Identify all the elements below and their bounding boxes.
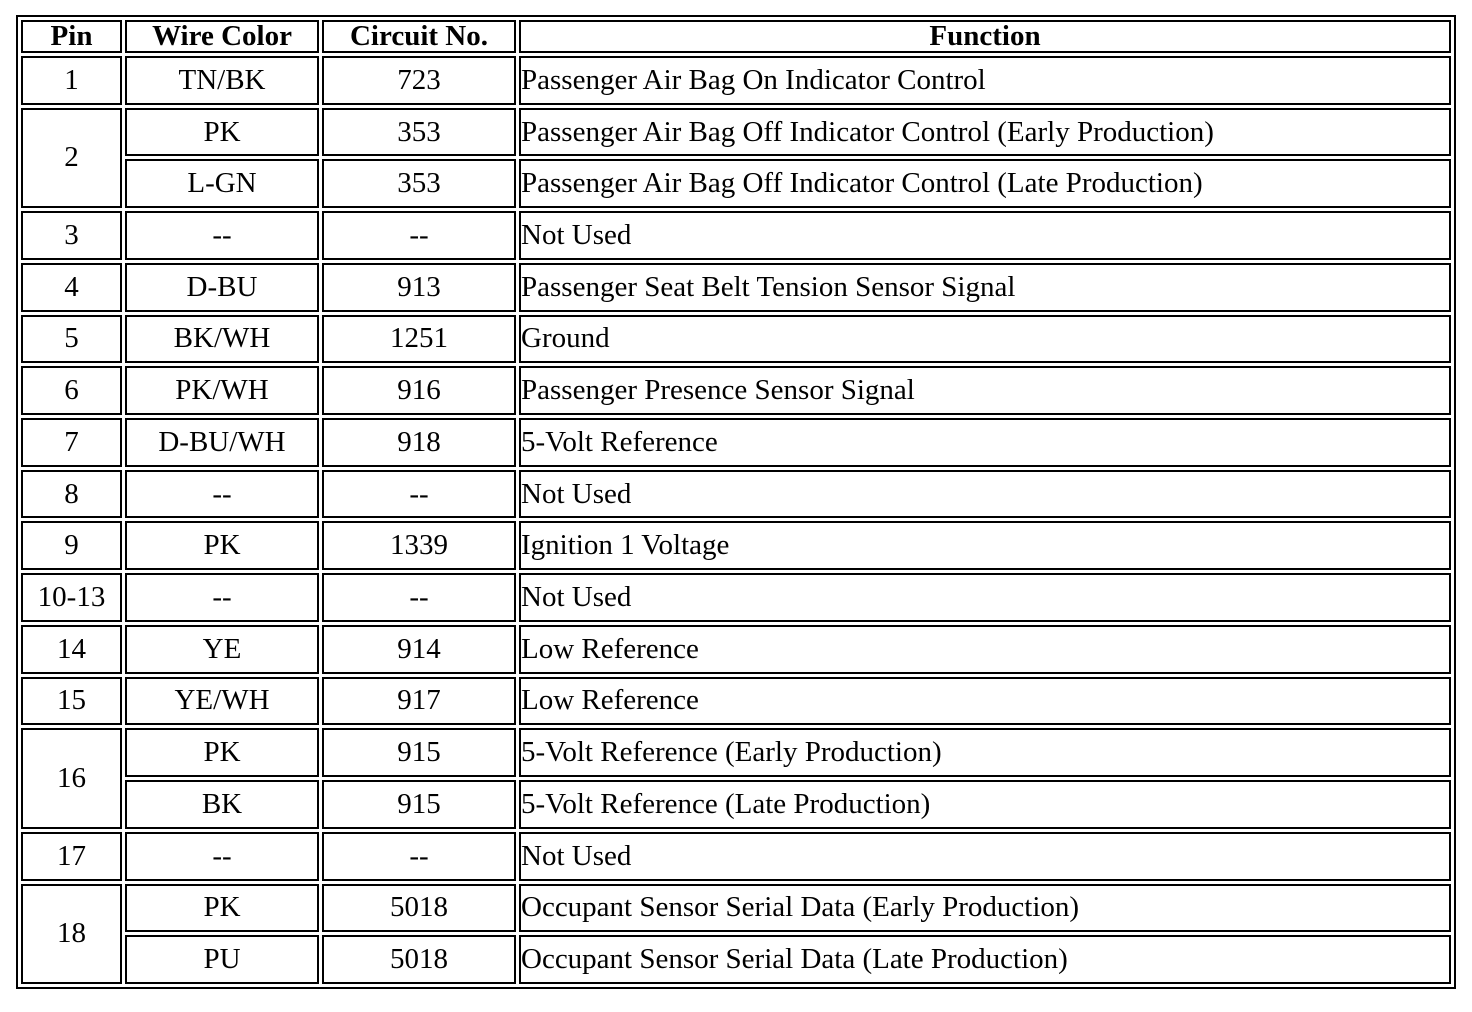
circuit-cell: 915 — [322, 780, 516, 829]
pin-cell: 9 — [21, 521, 122, 570]
table-row — [21, 677, 1451, 726]
table-row — [21, 521, 1451, 570]
table-row — [21, 108, 1451, 157]
pin-cell: 5 — [21, 315, 122, 364]
circuit-cell: 353 — [322, 159, 516, 208]
wire-color-cell: -- — [125, 211, 319, 260]
table-row — [21, 159, 1451, 208]
pin-cell: 7 — [21, 418, 122, 467]
pin-cell: 17 — [21, 832, 122, 881]
header-function: Function — [519, 20, 1451, 53]
wire-color-cell: PK — [125, 108, 319, 157]
function-cell: Ground — [519, 315, 1451, 364]
header-row — [21, 20, 1451, 53]
circuit-cell: 5018 — [322, 884, 516, 933]
function-cell: Passenger Presence Sensor Signal — [519, 366, 1451, 415]
function-cell: Not Used — [519, 573, 1451, 622]
circuit-cell: 353 — [322, 108, 516, 157]
connector-pinout-table — [18, 17, 1454, 987]
circuit-cell: -- — [322, 470, 516, 519]
circuit-cell: -- — [322, 832, 516, 881]
table-row — [21, 780, 1451, 829]
table-row — [21, 470, 1451, 519]
circuit-cell: -- — [322, 211, 516, 260]
wire-color-cell: YE — [125, 625, 319, 674]
function-cell: Low Reference — [519, 677, 1451, 726]
pin-cell: 6 — [21, 366, 122, 415]
table-row — [21, 625, 1451, 674]
function-cell: Passenger Seat Belt Tension Sensor Signal — [519, 263, 1451, 312]
function-cell: Passenger Air Bag Off Indicator Control (Late Production) — [519, 159, 1451, 208]
table-row — [21, 315, 1451, 364]
pin-cell: 10-13 — [21, 573, 122, 622]
pin-cell: 8 — [21, 470, 122, 519]
pin-cell: 2 — [21, 108, 122, 208]
function-cell: Passenger Air Bag Off Indicator Control (Early Production) — [519, 108, 1451, 157]
wire-color-cell: YE/WH — [125, 677, 319, 726]
pin-cell: 1 — [21, 56, 122, 105]
pin-cell: 14 — [21, 625, 122, 674]
wire-color-cell: PK — [125, 728, 319, 777]
wire-color-cell: L-GN — [125, 159, 319, 208]
wire-color-cell: -- — [125, 573, 319, 622]
table-row — [21, 935, 1451, 984]
wire-color-cell: -- — [125, 470, 319, 519]
header-circuit-no: Circuit No. — [322, 20, 516, 53]
function-cell: Not Used — [519, 211, 1451, 260]
wire-color-cell: PU — [125, 935, 319, 984]
circuit-cell: -- — [322, 573, 516, 622]
circuit-cell: 918 — [322, 418, 516, 467]
function-cell: Not Used — [519, 470, 1451, 519]
wire-color-cell: PK/WH — [125, 366, 319, 415]
header-wire-color: Wire Color — [125, 20, 319, 53]
circuit-cell: 915 — [322, 728, 516, 777]
pin-cell: 15 — [21, 677, 122, 726]
table-row — [21, 211, 1451, 260]
circuit-cell: 5018 — [322, 935, 516, 984]
table-row — [21, 263, 1451, 312]
function-cell: Low Reference — [519, 625, 1451, 674]
wire-color-cell: PK — [125, 521, 319, 570]
function-cell: Occupant Sensor Serial Data (Late Production) — [519, 935, 1451, 984]
wire-color-cell: D-BU — [125, 263, 319, 312]
table-row — [21, 728, 1451, 777]
circuit-cell: 916 — [322, 366, 516, 415]
table-row — [21, 573, 1451, 622]
wire-color-cell: -- — [125, 832, 319, 881]
circuit-cell: 1251 — [322, 315, 516, 364]
wire-color-cell: BK — [125, 780, 319, 829]
connector-pinout-table-frame — [16, 15, 1456, 989]
function-cell: Occupant Sensor Serial Data (Early Production) — [519, 884, 1451, 933]
table-row — [21, 366, 1451, 415]
header-pin: Pin — [21, 20, 122, 53]
circuit-cell: 1339 — [322, 521, 516, 570]
pin-cell: 16 — [21, 728, 122, 828]
table-row — [21, 832, 1451, 881]
function-cell: Not Used — [519, 832, 1451, 881]
function-cell: Passenger Air Bag On Indicator Control — [519, 56, 1451, 105]
wire-color-cell: PK — [125, 884, 319, 933]
function-cell: 5-Volt Reference (Early Production) — [519, 728, 1451, 777]
pin-cell: 4 — [21, 263, 122, 312]
circuit-cell: 917 — [322, 677, 516, 726]
wire-color-cell: BK/WH — [125, 315, 319, 364]
function-cell: 5-Volt Reference (Late Production) — [519, 780, 1451, 829]
table-row — [21, 884, 1451, 933]
circuit-cell: 723 — [322, 56, 516, 105]
pin-cell: 3 — [21, 211, 122, 260]
wire-color-cell: TN/BK — [125, 56, 319, 105]
circuit-cell: 913 — [322, 263, 516, 312]
table-row — [21, 418, 1451, 467]
function-cell: Ignition 1 Voltage — [519, 521, 1451, 570]
table-row — [21, 56, 1451, 105]
pin-cell: 18 — [21, 884, 122, 985]
circuit-cell: 914 — [322, 625, 516, 674]
function-cell: 5-Volt Reference — [519, 418, 1451, 467]
wire-color-cell: D-BU/WH — [125, 418, 319, 467]
